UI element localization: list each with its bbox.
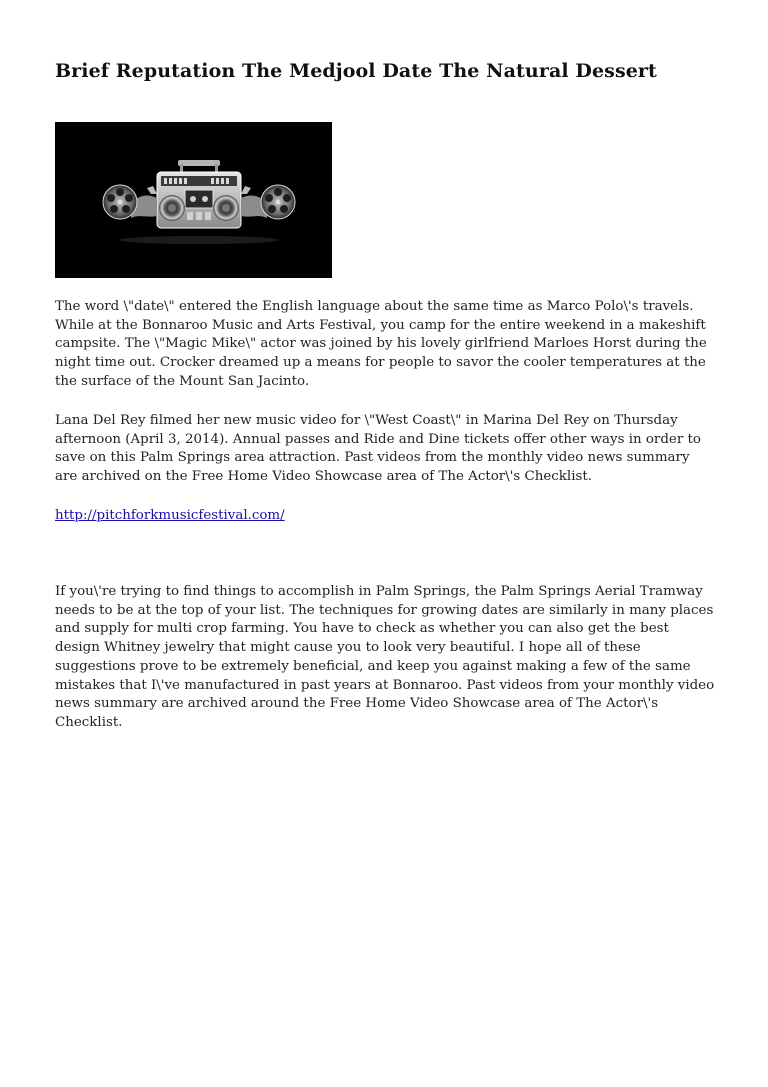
link-paragraph — [55, 507, 715, 526]
article-image — [55, 122, 332, 278]
article-title: Brief Reputation The Medjool Date The Natural Dessert — [55, 60, 657, 82]
boombox-film-reels-icon — [55, 122, 332, 278]
article-paragraph: The word \"date\" entered the English language about the same time as Marco Polo\'s travels. While at the Bonnaroo Music and Arts Festival, you camp for the entire weekend in a makeshift campsite. The \"Magic Mike\" actor was joined by his lovely girlfriend Marloes Horst during the night time out. Crocker dreamed up a means for people to savor the cooler temperatures at the the surface of the Mount San Jacinto. — [55, 299, 707, 389]
festival-link[interactable]: http://pitchforkmusicfestival.com/ — [55, 508, 285, 523]
article-paragraph: Lana Del Rey filmed her new music video for \"West Coast\" in Marina Del Rey on Thursday afternoon (April 3, 2014). Annual passes and Ride and Dine tickets offer other ways in order to save on this Palm Springs area attraction. Past videos from the monthly video news summary are archived on the Free Home Video Showcase area of The Actor\'s Checklist. — [55, 413, 701, 485]
article-paragraph: If you\'re trying to find things to accomplish in Palm Springs, the Palm Springs Aerial Tramway needs to be at the top of your list. The techniques for growing dates are similarly in many places and supply for multi crop farming. You have to check as whether you can also get the best design Whitney jewelry that might cause you to look very beautiful. I hope all of these suggestions prove to be extremely beneficial, and keep you against making a few of the same mistakes that I\'ve manufactured in past years at Bonnaroo. Past videos from your monthly video news summary are archived around the Free Home Video Showcase area of The Actor\'s Checklist. — [55, 584, 715, 730]
